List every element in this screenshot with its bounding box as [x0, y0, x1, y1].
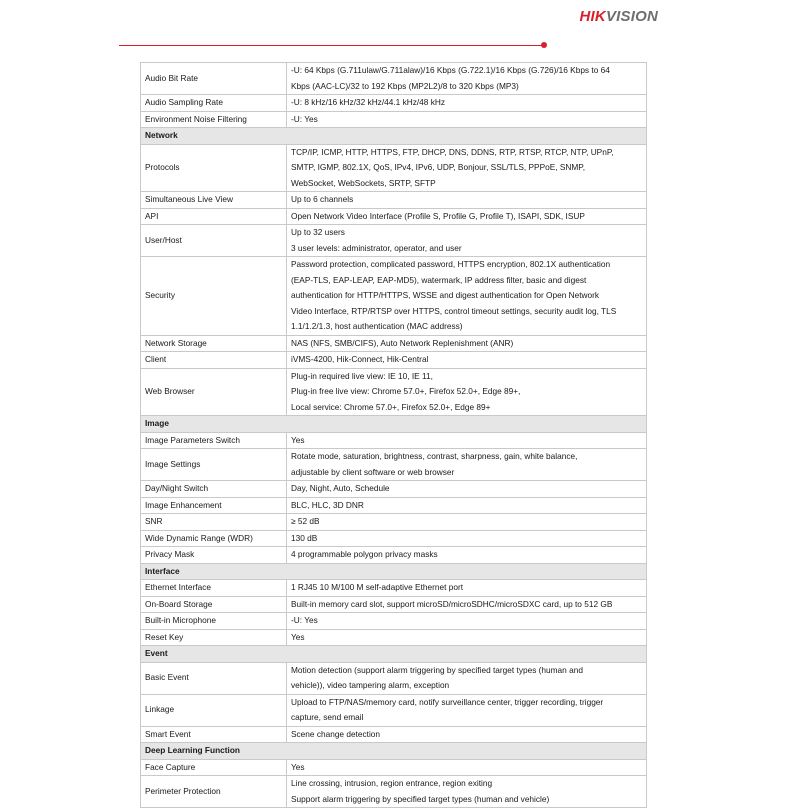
spec-value [287, 530, 647, 547]
section-title: Network [141, 128, 647, 145]
spec-value [287, 208, 647, 225]
spec-value [287, 63, 647, 95]
section-title: Interface [141, 563, 647, 580]
spec-label: Audio Bit Rate [141, 63, 287, 95]
spec-label: Client [141, 352, 287, 369]
spec-label: Web Browser [141, 368, 287, 416]
spec-value-line: Upload to FTP/NAS/memory card, notify surveillance center, trigger recording, trigger [291, 696, 604, 707]
spec-row [141, 432, 647, 449]
spec-label: API [141, 208, 287, 225]
spec-value-line: 4 programmable polygon privacy masks [291, 549, 438, 559]
spec-value [287, 481, 647, 498]
spec-value [287, 514, 647, 531]
spec-row [141, 368, 647, 416]
spec-row [141, 449, 647, 481]
spec-label: SNR [141, 514, 287, 531]
spec-value-line: 1 RJ45 10 M/100 M self-adaptive Ethernet port [291, 582, 464, 592]
spec-value-line: Rotate mode, saturation, brightness, contrast, sharpness, gain, white balance, [291, 451, 578, 461]
spec-value-line: BLC, HLC, 3D DNR [291, 499, 364, 510]
spec-label: Face Capture [141, 759, 287, 776]
hikvision-logo [580, 8, 658, 26]
spec-value-line: 1.1/1.2/1.3, host authentication (MAC address) [291, 321, 463, 331]
spec-value-line: Plug-in required live view: IE 10, IE 11, [291, 370, 433, 381]
spec-value [287, 192, 647, 209]
spec-value-line: vehicle)), video tampering alarm, exception [291, 680, 450, 690]
spec-value-line: authentication for HTTP/HTTPS, WSSE and digest authentication for Open Network [291, 290, 600, 300]
spec-value-line: adjustable by client software or web browser [291, 466, 455, 477]
section-header-row [141, 743, 647, 760]
spec-value-line: SMTP, IGMP, 802.1X, QoS, IPv4, IPv6, UDP, Bonjour, SSL/TLS, PPPoE, SNMP, [291, 162, 586, 172]
spec-value [287, 759, 647, 776]
spec-label: Built-in Microphone [141, 613, 287, 630]
spec-value [287, 335, 647, 352]
spec-value-line: Scene change detection [291, 728, 381, 739]
spec-value-line: Built-in memory card slot, support microSD/microSDHC/microSDXC card, up to 512 GB [291, 598, 613, 609]
spec-value [287, 662, 647, 694]
spec-value [287, 613, 647, 630]
spec-label: Privacy Mask [141, 547, 287, 564]
spec-label: On-Board Storage [141, 596, 287, 613]
spec-row [141, 257, 647, 336]
spec-row [141, 776, 647, 808]
spec-value-line: capture, send email [291, 712, 364, 722]
spec-label: Image Enhancement [141, 497, 287, 514]
spec-label: Environment Noise Filtering [141, 111, 287, 128]
logo-hik-text: HIK [579, 8, 606, 25]
spec-table-body [141, 63, 647, 808]
spec-value [287, 352, 647, 369]
spec-label: Day/Night Switch [141, 481, 287, 498]
spec-label: Smart Event [141, 726, 287, 743]
spec-row [141, 481, 647, 498]
spec-value-line: Plug-in free live view: Chrome 57.0+, Firefox 52.0+, Edge 89+, [291, 386, 521, 396]
spec-value-line: iVMS-4200, Hik-Connect, Hik-Central [291, 354, 429, 364]
spec-row [141, 514, 647, 531]
spec-value-line: Kbps (AAC-LC)/32 to 192 Kbps (MP2L2)/8 to 320 Kbps (MP3) [291, 80, 519, 91]
spec-value [287, 432, 647, 449]
spec-value-line: Line crossing, intrusion, region entrance, region exiting [291, 778, 493, 788]
spec-label: User/Host [141, 225, 287, 257]
header-rule-dot [541, 42, 547, 48]
spec-value-line: Open Network Video Interface (Profile S, Profile G, Profile T), ISAPI, SDK, ISUP [291, 210, 585, 221]
spec-label: Protocols [141, 144, 287, 192]
spec-row [141, 225, 647, 257]
spec-value [287, 629, 647, 646]
spec-label: Perimeter Protection [141, 776, 287, 808]
spec-label: Image Settings [141, 449, 287, 481]
spec-label: Reset Key [141, 629, 287, 646]
spec-value-line: Yes [291, 434, 305, 445]
spec-value-line: Support alarm triggering by specified target types (human and vehicle) [291, 793, 550, 804]
spec-value [287, 368, 647, 416]
spec-value-line: -U: 8 kHz/16 kHz/32 kHz/44.1 kHz/48 kHz [291, 97, 446, 107]
spec-label: Audio Sampling Rate [141, 95, 287, 112]
spec-row [141, 208, 647, 225]
spec-label: Linkage [141, 694, 287, 726]
spec-value-line: 130 dB [291, 532, 318, 543]
spec-label: Ethernet Interface [141, 580, 287, 597]
spec-value [287, 776, 647, 808]
spec-row [141, 530, 647, 547]
spec-row [141, 726, 647, 743]
section-title: Image [141, 416, 647, 433]
spec-row [141, 144, 647, 192]
spec-label: Security [141, 257, 287, 336]
section-title: Deep Learning Function [141, 743, 647, 760]
spec-value-line: -U: Yes [291, 113, 318, 124]
spec-value-line: NAS (NFS, SMB/CIFS), Auto Network Replenishment (ANR) [291, 337, 514, 348]
spec-value [287, 257, 647, 336]
spec-value [287, 547, 647, 564]
spec-row [141, 759, 647, 776]
spec-value-line: Yes [291, 761, 305, 772]
spec-value-line: Local service: Chrome 57.0+, Firefox 52.0+, Edge 89+ [291, 401, 491, 412]
spec-value [287, 111, 647, 128]
section-header-row [141, 646, 647, 663]
spec-value-line: WebSocket, WebSockets, SRTP, SFTP [291, 177, 436, 188]
spec-row [141, 694, 647, 726]
spec-value-line: Yes [291, 631, 305, 642]
header-rule [119, 45, 542, 46]
spec-value [287, 596, 647, 613]
spec-label: Simultaneous Live View [141, 192, 287, 209]
spec-value-line: 3 user levels: administrator, operator, and user [291, 242, 462, 253]
spec-table [140, 62, 647, 808]
section-header-row [141, 416, 647, 433]
spec-value [287, 225, 647, 257]
spec-row [141, 662, 647, 694]
spec-value-line: Day, Night, Auto, Schedule [291, 483, 390, 493]
spec-value-line: Password protection, complicated password, HTTPS encryption, 802.1X authentication [291, 259, 611, 269]
spec-value-line: Up to 32 users [291, 227, 345, 237]
spec-row [141, 547, 647, 564]
spec-value-line: Motion detection (support alarm triggering by specified target types (human and [291, 664, 583, 675]
spec-row [141, 192, 647, 209]
spec-value-line: ≥ 52 dB [291, 516, 320, 526]
spec-value-line: Up to 6 channels [291, 194, 354, 204]
logo-vision-text: VISION [605, 8, 658, 25]
section-title: Event [141, 646, 647, 663]
spec-value [287, 580, 647, 597]
spec-value [287, 144, 647, 192]
spec-row [141, 580, 647, 597]
spec-value [287, 449, 647, 481]
spec-label: Network Storage [141, 335, 287, 352]
spec-row [141, 629, 647, 646]
spec-row [141, 613, 647, 630]
spec-row [141, 497, 647, 514]
spec-value [287, 497, 647, 514]
section-header-row [141, 563, 647, 580]
spec-label: Wide Dynamic Range (WDR) [141, 530, 287, 547]
spec-value [287, 726, 647, 743]
spec-label: Image Parameters Switch [141, 432, 287, 449]
spec-row [141, 95, 647, 112]
spec-row [141, 596, 647, 613]
spec-value-line: -U: 64 Kbps (G.711ulaw/G.711alaw)/16 Kbps (G.722.1)/16 Kbps (G.726)/16 Kbps to 64 [291, 65, 610, 75]
spec-value-line: Video Interface, RTP/RTSP over HTTPS, control timeout settings, security audit log, TLS [291, 305, 617, 316]
spec-value [287, 95, 647, 112]
spec-value-line: -U: Yes [291, 615, 318, 625]
spec-row [141, 111, 647, 128]
section-header-row [141, 128, 647, 145]
spec-row [141, 335, 647, 352]
spec-value [287, 694, 647, 726]
spec-value-line: TCP/IP, ICMP, HTTP, HTTPS, FTP, DHCP, DNS, DDNS, RTP, RTSP, RTCP, NTP, UPnP, [291, 146, 614, 157]
spec-label: Basic Event [141, 662, 287, 694]
spec-row [141, 352, 647, 369]
spec-value-line: (EAP-TLS, EAP-LEAP, EAP-MD5), watermark, IP address filter, basic and digest [291, 274, 587, 285]
spec-row [141, 63, 647, 95]
